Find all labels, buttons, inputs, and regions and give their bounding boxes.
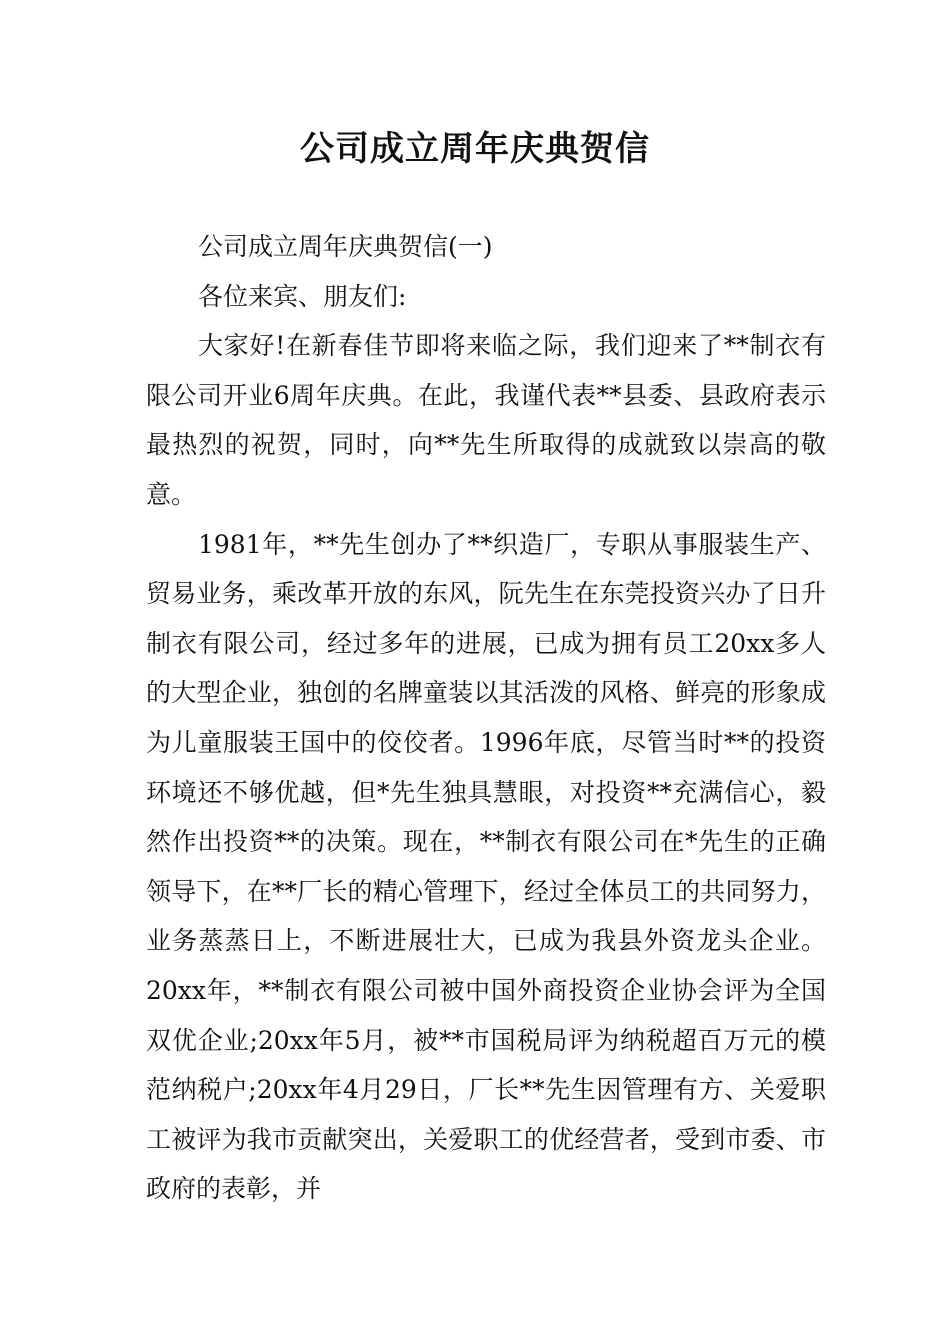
paragraph-history: 1981年，**先生创办了**织造厂，专职从事服装生产、贸易业务，乘改革开放的东风，阮先生在东莞投资兴办了日升制衣有限公司，经过多年的进展，已成为拥有员工20xx多人的大型企业，独创的名牌童装以其活泼的风格、鲜亮的形象成为儿童服装王国中的佼佼者。1996年底，尽管当时**的投资环境还不够优越，但*先生独具慧眼，对投资**充满信心，毅然作出投资**的决策。现在，**制衣有限公司在*先生的正确领导下，在**厂长的精心管理下，经过全体员工的共同努力，业务蒸蒸日上，不断进展壮大，已成为我县外资龙头企业。20xx年，**制衣有限公司被中国外商投资企业协会评为全国双优企业;20xx年5月，被**市国税局评为纳税超百万元的模范纳税户;20xx年4月29日，厂长**先生因管理有方、关爱职工被评为我市贡献突出，关爱职工的优经营者，受到市委、市政府的表彰，并	[146, 529, 826, 1204]
paragraph-salutation: 各位来宾、朋友们:	[198, 281, 407, 311]
document-body	[146, 222, 826, 1214]
document-title: 公司成立周年庆典贺信	[300, 129, 650, 169]
paragraph-greeting: 大家好!在新春佳节即将来临之际，我们迎来了**制衣有限公司开业6周年庆典。在此，我谨代表**县委、县政府表示最热烈的祝贺，同时，向**先生所取得的成就致以崇高的敬意。	[146, 331, 826, 509]
paragraph-subtitle: 公司成立周年庆典贺信(一)	[198, 232, 493, 261]
